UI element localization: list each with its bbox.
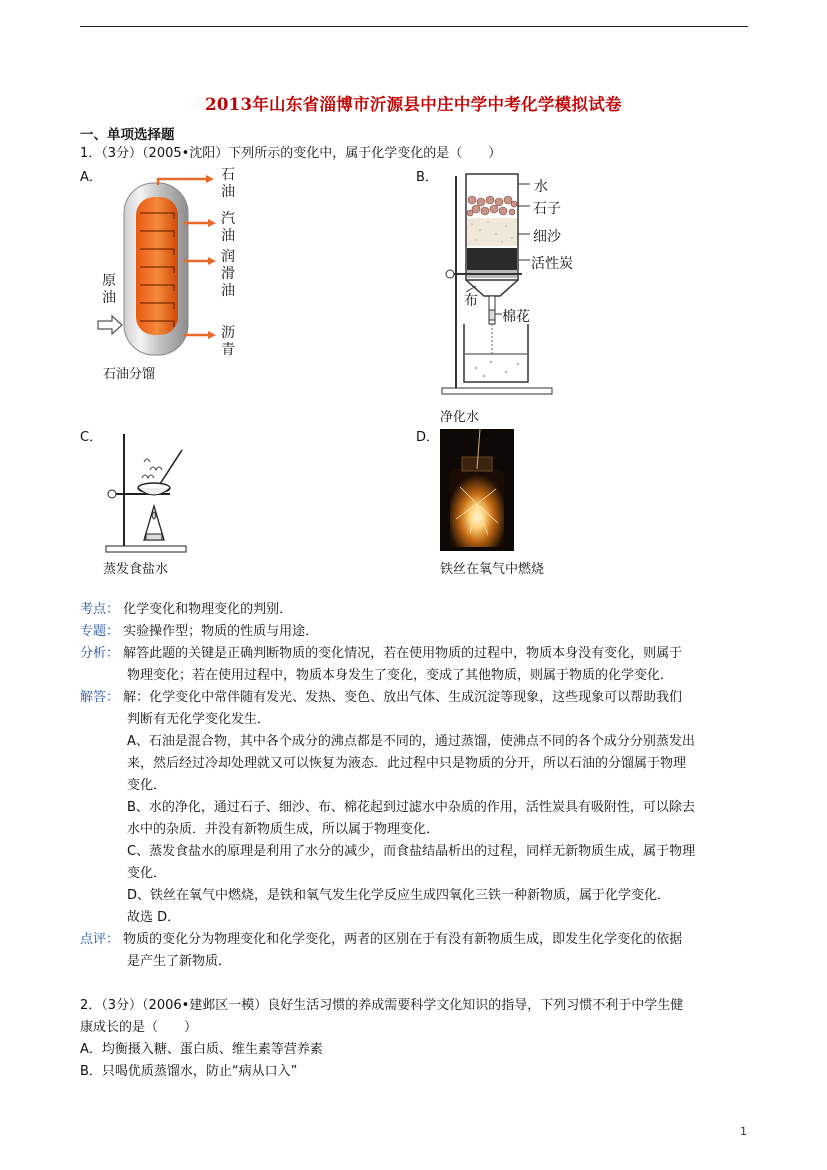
jieda-line-7: 水中的杂质．并没有新物质生成，所以属于物理变化． bbox=[127, 822, 440, 837]
label-activated-carbon: 活性炭 bbox=[531, 256, 573, 272]
label-liqing-2: 青 bbox=[221, 342, 235, 358]
label-fine-sand: 细沙 bbox=[533, 229, 561, 245]
option-b-letter: B． bbox=[416, 170, 438, 185]
figure-iron-combustion bbox=[440, 429, 514, 551]
jieda-line-2: 判断有无化学变化发生． bbox=[127, 712, 271, 727]
dianping-line-1: 物质的变化分为物理变化和化学变化，两者的区别在于有没有新物质生成，即发生化学变化的依据 bbox=[123, 932, 683, 947]
jieda-line-5: 变化． bbox=[127, 778, 167, 793]
question-2-stem-line-1: 2．（3分）（2006•建邺区一模）良好生活习惯的养成需要科学文化知识的指导，下列习惯不利于中学生健 bbox=[80, 998, 684, 1013]
option-c-letter: C． bbox=[80, 430, 103, 445]
caption-b: 净化水 bbox=[440, 410, 480, 425]
water-filter-illustration bbox=[436, 172, 606, 400]
fenxi-line-2: 物理变化；若在使用过程中，物质本身发生了变化，变成了其他物质，则属于物质的化学变化． bbox=[127, 668, 674, 683]
label-runhuayou-3: 油 bbox=[221, 283, 235, 299]
jieda-line-8: C、蒸发食盐水的原理是利用了水分的减少，而食盐结晶析出的过程，同样无新物质生成，属于物理 bbox=[127, 844, 696, 859]
option-a-letter: A． bbox=[80, 170, 102, 185]
label-qiyou-2: 油 bbox=[221, 228, 235, 244]
label-runhuayou-2: 滑 bbox=[221, 266, 235, 282]
label-cotton: 棉花 bbox=[502, 309, 530, 325]
jieda-line-10: D、铁丝在氧气中燃烧，是铁和氧气发生化学反应生成四氧化三铁一种新物质，属于化学变化． bbox=[127, 888, 671, 903]
jieda-line-11: 故选 D． bbox=[127, 910, 181, 925]
jieda-line-3: A、石油是混合物，其中各个成分的沸点都是不同的，通过蒸馏，使沸点不同的各个成分分别蒸发出 bbox=[127, 734, 695, 749]
fenxi-line-1: 解答此题的关键是正确判断物质的变化情况，若在使用物质的过程中，物质本身没有变化，则属于 bbox=[123, 646, 683, 661]
zhuanti-label: 专题： bbox=[80, 624, 120, 639]
label-stones: 石子 bbox=[533, 201, 561, 217]
page-number: 1 bbox=[740, 1125, 747, 1138]
caption-d: 铁丝在氧气中燃烧 bbox=[440, 562, 545, 577]
header-rule bbox=[80, 26, 748, 27]
label-water: 水 bbox=[534, 179, 548, 195]
jieda-line-1: 解：化学变化中常伴随有发光、发热、变色、放出气体、生成沉淀等现象，这些现象可以帮助我们 bbox=[123, 690, 683, 705]
evaporation-apparatus-illustration bbox=[102, 430, 192, 554]
question-1-stem: 1．（3分）（2005•沈阳）下列所示的变化中，属于化学变化的是（ ） bbox=[80, 146, 502, 161]
figure-oil-distillation bbox=[96, 167, 256, 365]
question-2-stem-line-2: 康成长的是（ ） bbox=[80, 1020, 198, 1035]
option-d-letter: D． bbox=[416, 430, 440, 445]
label-shiyou-1: 石 bbox=[221, 167, 235, 183]
label-qiyou-1: 汽 bbox=[221, 211, 235, 227]
burning-iron-wire-photo bbox=[440, 429, 514, 551]
label-shiyou-2: 油 bbox=[221, 184, 235, 200]
jieda-line-6: B、水的净化，通过石子、细沙、布、棉花起到过滤水中杂质的作用，活性炭具有吸附性，可以除去 bbox=[127, 800, 695, 815]
zhuanti-text: 实验操作型；物质的性质与用途． bbox=[123, 624, 319, 639]
label-yuanyou-1: 原 bbox=[102, 273, 116, 289]
caption-a: 石油分馏 bbox=[103, 367, 156, 382]
figure-evaporation bbox=[102, 430, 192, 554]
label-cloth: 布 bbox=[464, 293, 478, 309]
page-title: 2013年山东省淄博市沂源县中庄中学中考化学模拟试卷 bbox=[205, 95, 622, 114]
question-2-option-b: B．只喝优质蒸馏水，防止“病从口入” bbox=[80, 1064, 298, 1079]
label-yuanyou-2: 油 bbox=[102, 290, 116, 306]
figure-water-purification bbox=[436, 172, 606, 400]
jieda-label: 解答： bbox=[80, 690, 120, 705]
fenxi-label: 分析： bbox=[80, 646, 120, 661]
kaodian-label: 考点： bbox=[80, 602, 120, 617]
dianping-line-2: 是产生了新物质． bbox=[127, 954, 232, 969]
caption-c: 蒸发食盐水 bbox=[103, 562, 169, 577]
jieda-line-9: 变化． bbox=[127, 866, 167, 881]
question-2-option-a: A．均衡摄入糖、蛋白质、维生素等营养素 bbox=[80, 1042, 323, 1057]
section-heading: 一、单项选择题 bbox=[80, 127, 175, 143]
jieda-line-4: 来，然后经过冷却处理就又可以恢复为液态．此过程中只是物质的分开，所以石油的分馏属于物理 bbox=[127, 756, 687, 771]
label-liqing-1: 沥 bbox=[221, 325, 235, 341]
dianping-label: 点评： bbox=[80, 932, 120, 947]
label-runhuayou-1: 润 bbox=[221, 249, 235, 265]
kaodian-text: 化学变化和物理变化的判别． bbox=[123, 602, 293, 617]
